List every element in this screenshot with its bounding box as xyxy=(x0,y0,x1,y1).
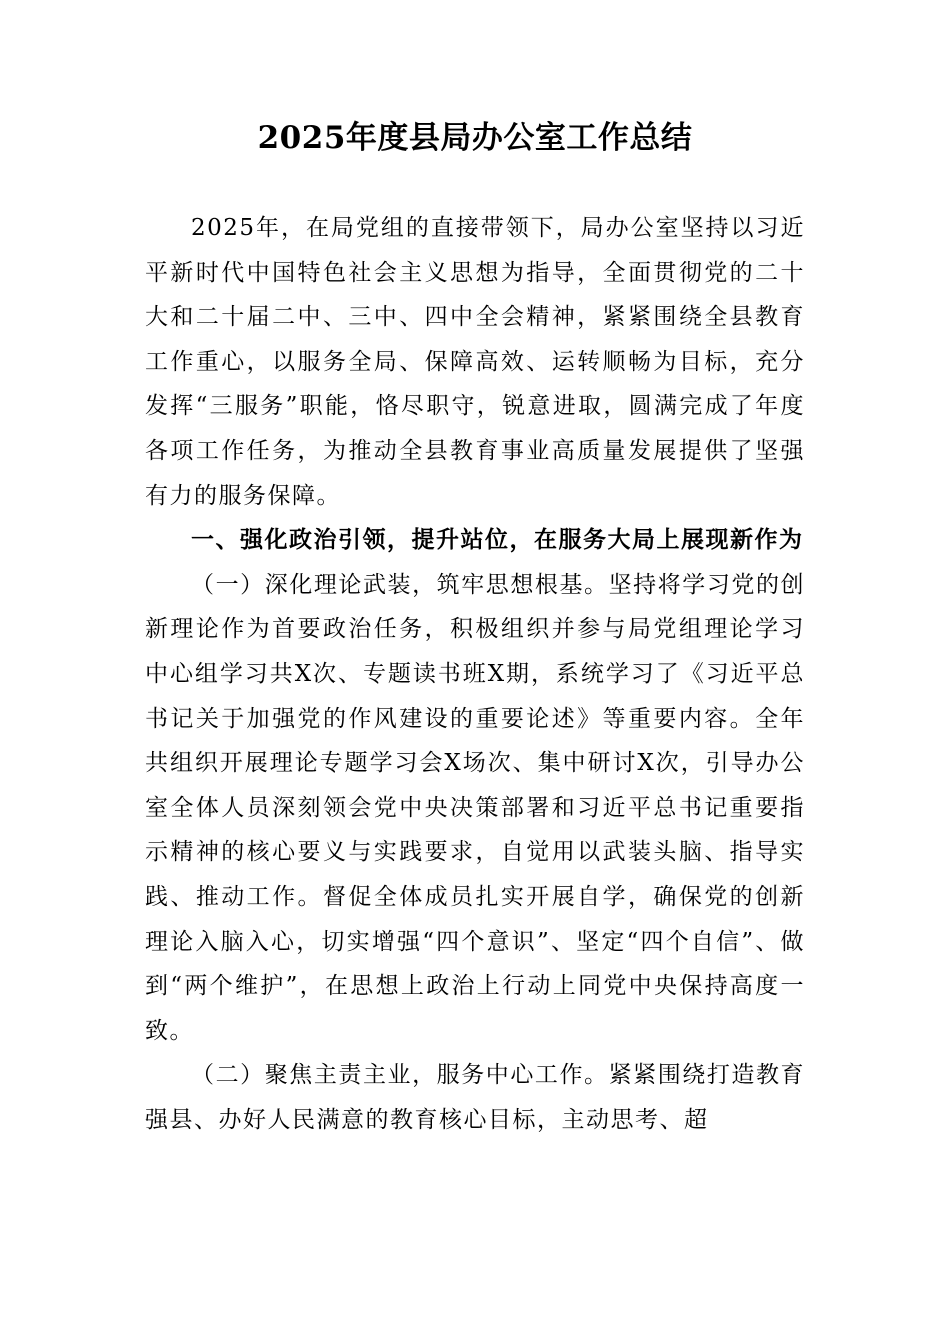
intro-paragraph: 2025年，在局党组的直接带领下，局办公室坚持以习近平新时代中国特色社会主义思想为指导，全面贯彻党的二十大和二十届二中、三中、四中全会精神，紧紧围绕全县教育工作重心，以服务全局、保障高效、运转顺畅为目标，充分发挥“三服务”职能，恪尽职守，锐意进取，圆满完成了年度各项工作任务，为推动全县教育事业高质量发展提供了坚强有力的服务保障。 xyxy=(145,215,805,509)
document-body xyxy=(145,206,805,1142)
document-title: 2025年度县局办公室工作总结 xyxy=(257,120,693,156)
section-1-item-2-paragraph xyxy=(145,1053,805,1142)
section-1-item-1-paragraph xyxy=(145,563,805,1054)
item-1-subheading: （一）深化理论武装，筑牢思想根基。 xyxy=(191,571,609,598)
item-2-text: 紧紧围绕打造教育强县、办好人民满意的教育核心目标，主动思考、超 xyxy=(145,1062,805,1133)
item-1-text: 坚持将学习党的创新理论作为首要政治任务，积极组织并参与局党组理论学习中心组学习共X次、专题读书班X期，系统学习了《习近平总书记关于加强党的作风建设的重要论述》等重要内容。全年共组织开展理论专题学习会X场次、集中研讨X次，引导办公室全体人员深刻领会党中央决策部署和习近平总书记重要指示精神的核心要义与实践要求，自觉用以武装头脑、指导实践、推动工作。督促全体成员扎实开展自学，确保党的创新理论入脑入心，切实增强“四个意识”、坚定“四个自信”、做到“两个维护”，在思想上政治上行动上同党中央保持高度一致。 xyxy=(145,571,805,1044)
item-2-subheading: （二）聚焦主责主业，服务中心工作。 xyxy=(191,1062,609,1089)
section-1-heading: 一、强化政治引领，提升站位，在服务大局上展现新作为 xyxy=(191,527,804,554)
